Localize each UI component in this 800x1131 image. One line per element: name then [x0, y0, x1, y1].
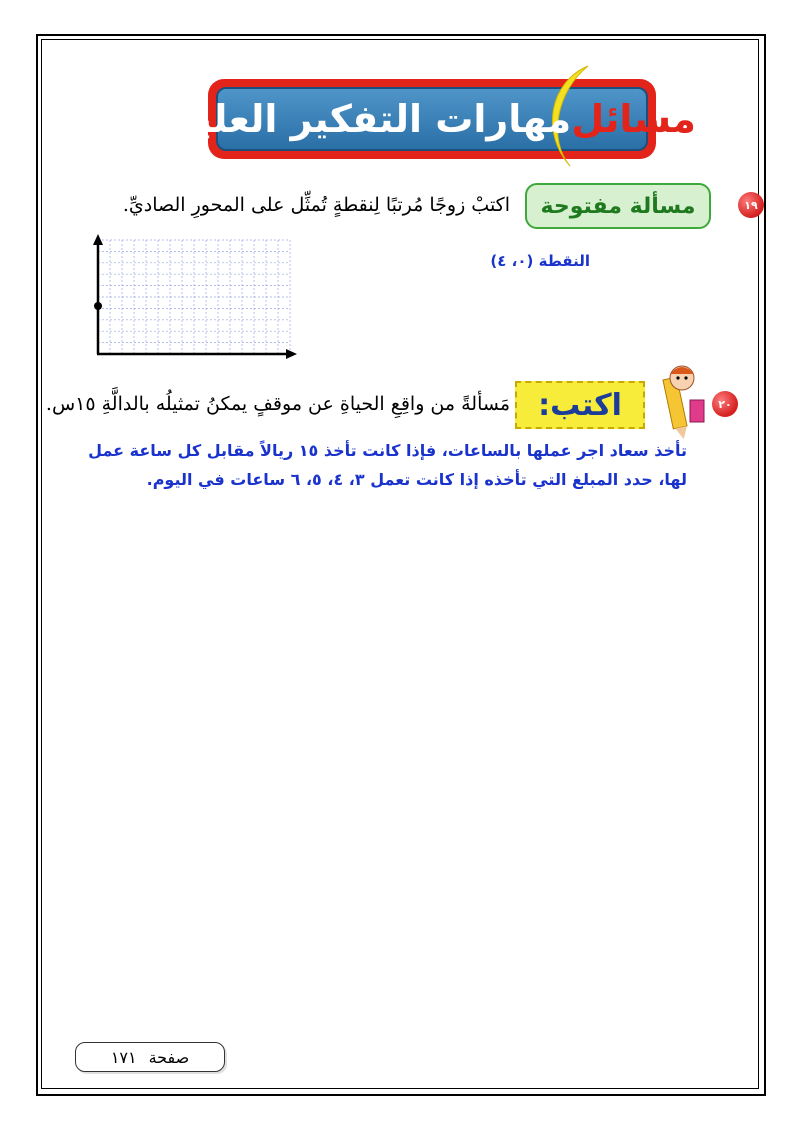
- page-title: [168, 87, 696, 151]
- write-label: اكتب:: [515, 381, 645, 429]
- grid-line-set: [98, 240, 290, 354]
- title-highlight: مسائل: [571, 97, 696, 141]
- question-number-badge-20: ٢٠: [712, 391, 738, 417]
- question-19-answer: النقطة (٠، ٤): [490, 252, 590, 270]
- pencil-girl-icon: [646, 360, 708, 440]
- answer-line: لها، حدد المبلغ التي تأخذه إذا كانت تعمل ٣، ٤، ٥، ٦ ساعات في اليوم.: [146, 470, 687, 489]
- answer-line: تأخذ سعاد اجر عملها بالساعات، فإذا كانت تأخذ ١٥ ريالاً مقابل كل ساعة عمل: [88, 441, 687, 460]
- question-20-answer: [87, 436, 687, 494]
- question-number-badge: ١٩: [738, 192, 764, 218]
- question-19-text: اكتبْ زوجًا مُرتبًا لِنقطةٍ تُمثِّل على المحورِ الصاديِّ.: [122, 194, 510, 216]
- coordinate-grid: [80, 230, 304, 366]
- title-rest: مهارات التفكير العليا:: [168, 97, 572, 141]
- x-axis-arrow: [286, 349, 297, 359]
- plotted-point: [94, 302, 102, 310]
- open-question-label: مسألة مفتوحة: [525, 183, 711, 229]
- page-number: ١٧١: [110, 1047, 137, 1067]
- y-axis-arrow: [93, 234, 103, 245]
- page-number-box: [75, 1042, 225, 1072]
- page-label: صفحة: [148, 1047, 190, 1067]
- question-20-text: مَسألةً من واقِعِ الحياةِ عن موقفٍ يمكنُ تمثيلُه بالدالَّةِ ١٥س.: [45, 393, 510, 415]
